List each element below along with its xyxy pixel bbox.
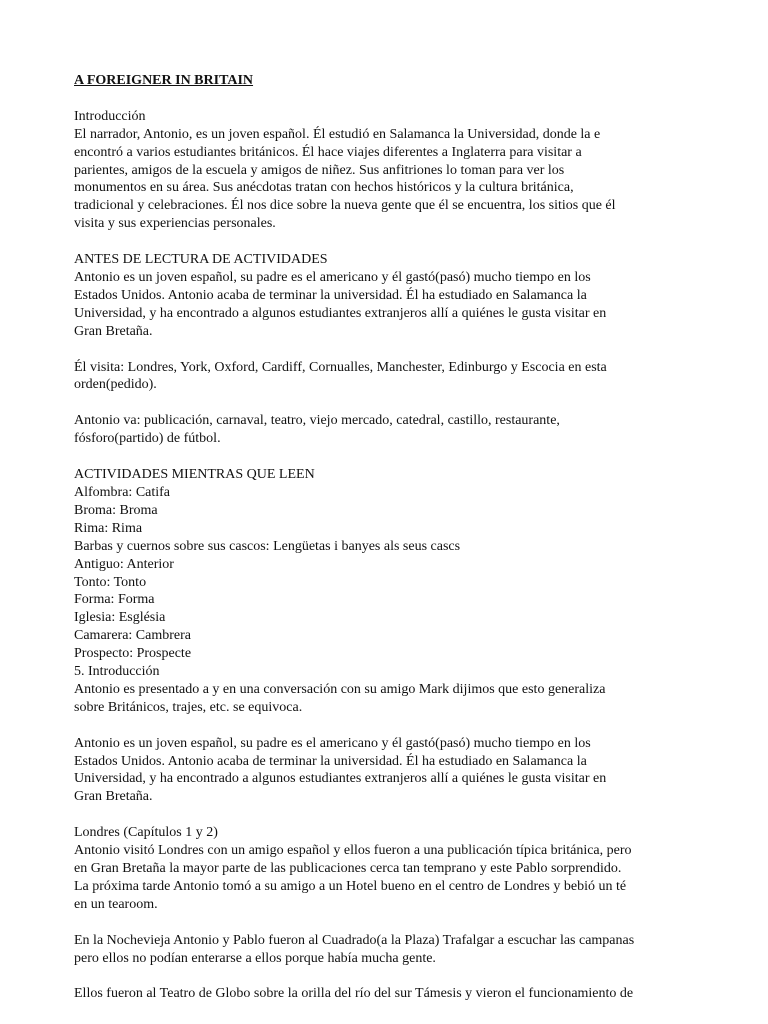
text-line: El narrador, Antonio, es un joven español. Él estudió en Salamanca la Universidad, donde la e bbox=[74, 126, 601, 142]
document-title: A FOREIGNER IN BRITAIN bbox=[74, 73, 254, 88]
text-line: tradicional y celebraciones. Él nos dice sobre la nueva gente que él se encuentra, los sitios que él bbox=[74, 198, 616, 214]
globo-paragraph bbox=[74, 985, 754, 1003]
text-line: Universidad, y ha encontrado a algunos estudiantes extranjeros allí a quiénes le gusta visitar en bbox=[74, 771, 607, 787]
text-line: Estados Unidos. Antonio acaba de terminar la universidad. Él ha estudiado en Salamanca la bbox=[74, 753, 587, 769]
text-line: Alfombra: Catifa bbox=[74, 485, 171, 501]
text-line: Barbas y cuernos sobre sus cascos: Lengüetas i banyes als seus cascs bbox=[74, 538, 461, 554]
text-line: en Gran Bretaña la mayor parte de las publicaciones cerca tan temprano y este Pablo sorprendido. bbox=[74, 860, 622, 876]
antes-paragraph bbox=[74, 251, 754, 340]
document-page bbox=[74, 72, 754, 1021]
text-line: 5. Introducción bbox=[74, 663, 160, 679]
text-line: en un tearoom. bbox=[74, 896, 158, 912]
text-line: ANTES DE LECTURA DE ACTIVIDADES bbox=[74, 252, 328, 268]
text-line: pero ellos no podían enterarse a ellos porque había mucha gente. bbox=[74, 950, 436, 966]
text-line: orden(pedido). bbox=[74, 377, 157, 393]
text-line: parientes, amigos de la escuela y amigos de niñez. Sus anfitriones lo toman para ver los bbox=[74, 162, 565, 178]
text-line: Él visita: Londres, York, Oxford, Cardiff, Cornualles, Manchester, Edinburgo y Escocia en esta bbox=[74, 359, 607, 375]
text-line: ACTIVIDADES MIENTRAS QUE LEEN bbox=[74, 467, 315, 483]
text-line: Iglesia: Església bbox=[74, 610, 166, 626]
text-line: Broma: Broma bbox=[74, 502, 158, 518]
text-line: Antonio es un joven español, su padre es el americano y él gastó(pasó) mucho tiempo en los bbox=[74, 270, 591, 286]
text-line: Forma: Forma bbox=[74, 592, 155, 608]
intro-paragraph bbox=[74, 108, 754, 233]
text-line: Tonto: Tonto bbox=[74, 574, 147, 590]
text-line: visita y sus experiencias personales. bbox=[74, 216, 276, 232]
text-line: Gran Bretaña. bbox=[74, 323, 153, 339]
text-line: Camarera: Cambrera bbox=[74, 628, 191, 644]
text-line: Antonio visitó Londres con un amigo español y ellos fueron a una publicación típica británica, pero bbox=[74, 843, 632, 859]
nochevieja-paragraph bbox=[74, 932, 754, 968]
text-line: Antonio es presentado a y en una conversación con su amigo Mark dijimos que esto generaliza bbox=[74, 681, 606, 697]
text-line: Antonio es un joven español, su padre es el americano y él gastó(pasó) mucho tiempo en los bbox=[74, 735, 591, 751]
text-line: Universidad, y ha encontrado a algunos estudiantes extranjeros allí a quiénes le gusta visitar en bbox=[74, 305, 607, 321]
text-line: En la Nochevieja Antonio y Pablo fueron al Cuadrado(a la Plaza) Trafalgar a escuchar las campanas bbox=[74, 932, 635, 948]
text-line: Ellos fueron al Teatro de Globo sobre la orilla del río del sur Támesis y vieron el funcionamiento de bbox=[74, 986, 634, 1002]
text-line: fósforo(partido) de fútbol. bbox=[74, 431, 221, 447]
text-line: Londres (Capítulos 1 y 2) bbox=[74, 825, 218, 841]
londres-paragraph bbox=[74, 824, 754, 913]
text-line: Introducción bbox=[74, 108, 146, 124]
text-line: Prospecto: Prospecte bbox=[74, 646, 192, 662]
repeat-paragraph bbox=[74, 735, 754, 807]
text-line: Antonio va: publicación, carnaval, teatro, viejo mercado, catedral, castillo, restaurante, bbox=[74, 413, 560, 429]
mientras-paragraph bbox=[74, 466, 754, 716]
va-paragraph bbox=[74, 412, 754, 448]
text-line: Gran Bretaña. bbox=[74, 789, 153, 805]
visita-paragraph bbox=[74, 359, 754, 395]
text-line: sobre Británicos, trajes, etc. se equivoca. bbox=[74, 699, 303, 715]
text-line: La próxima tarde Antonio tomó a su amigo a un Hotel bueno en el centro de Londres y bebió un té bbox=[74, 878, 627, 894]
text-line: Estados Unidos. Antonio acaba de terminar la universidad. Él ha estudiado en Salamanca la bbox=[74, 287, 587, 303]
text-line: Rima: Rima bbox=[74, 520, 143, 536]
text-line: encontró a varios estudiantes británicos. Él hace viajes diferentes a Inglaterra para visitar a bbox=[74, 144, 582, 160]
text-line: monumentos en su área. Sus anécdotas tratan con hechos históricos y la cultura británica, bbox=[74, 180, 574, 196]
text-line: Antiguo: Anterior bbox=[74, 556, 174, 572]
